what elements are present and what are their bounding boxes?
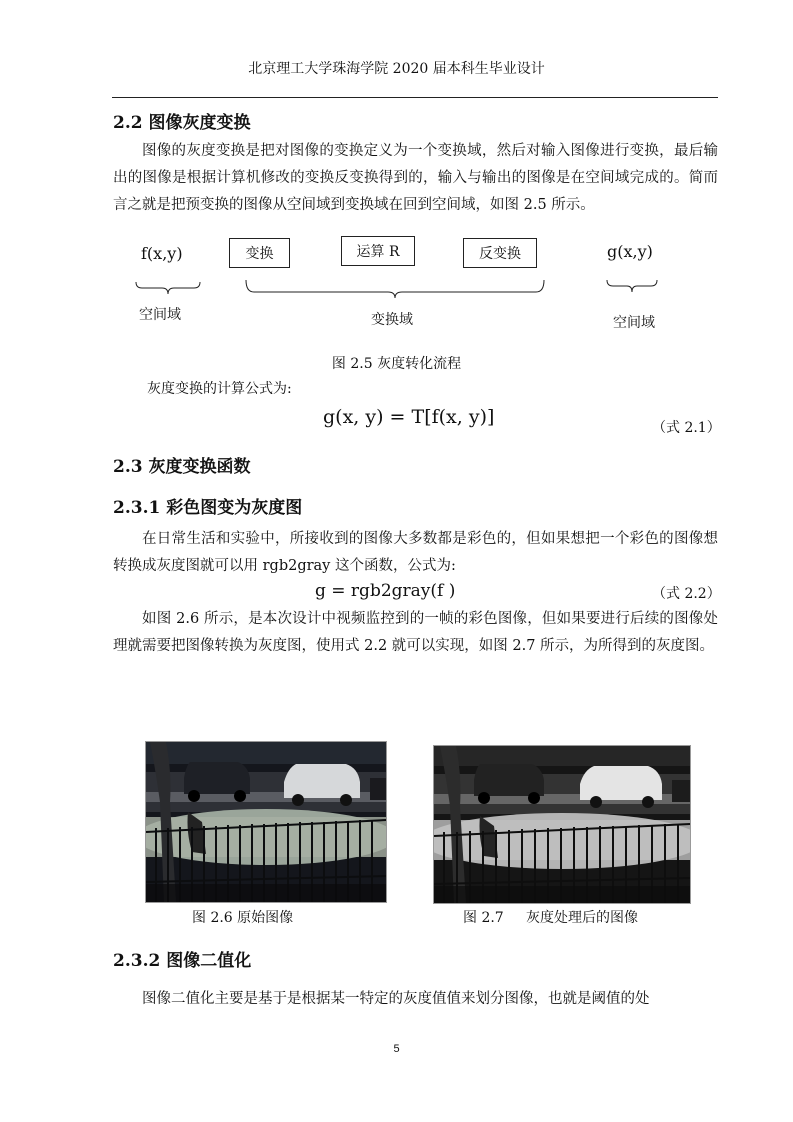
header-rule bbox=[112, 97, 718, 98]
brace-middle bbox=[246, 280, 544, 298]
paragraph-text: 如图 2.6 所示，是本次设计中视频监控到的一帧的彩色图像，但如果要进行后续的图像处理就需要把图像转换为灰度图，使用式 2.2 就可以实现，如图 2.7 所示，为所得到的灰度图。 bbox=[113, 611, 718, 654]
brace-right bbox=[607, 280, 657, 292]
diagram-output-label: g(x,y) bbox=[607, 242, 653, 261]
formula-intro: 灰度变换的计算公式为: bbox=[147, 381, 292, 397]
formula-2-2: g = rgb2gray(f ) bbox=[315, 581, 456, 601]
brace-left-label: 空间域 bbox=[139, 307, 181, 323]
paragraph-text: 图像的灰度变换是把对图像的变换定义为一个变换域，然后对输入图像进行变换，最后输出的图像是根据计算机修改的变换反变换得到的，输入与输出的图像是在空间域完成的。简而言之就是把预变换的图像从空间域到变换域在回到空间域，如图 2.5 所示。 bbox=[113, 143, 718, 213]
brace-left bbox=[136, 282, 200, 294]
diagram-input-label: f(x,y) bbox=[141, 244, 183, 263]
equation-label-2-2: （式 2.2） bbox=[652, 586, 721, 602]
original-image bbox=[145, 741, 387, 903]
page-header: 北京理工大学珠海学院 2020 届本科生毕业设计 bbox=[248, 61, 545, 77]
section-2-3-1-title: 2.3.1 彩色图变为灰度图 bbox=[113, 498, 303, 518]
brace-middle-label: 变换域 bbox=[371, 312, 413, 328]
paragraph-text: 图像二值化主要是基于是根据某一特定的灰度值值来划分图像，也就是阈值的处 bbox=[142, 991, 650, 1007]
paragraph-text: 在日常生活和实验中，所接收到的图像大多数都是彩色的，但如果想把一个彩色的图像想转换成灰度图就可以用 rgb2gray 这个函数，公式为: bbox=[113, 531, 718, 574]
diagram-box-inverse: 反变换 bbox=[463, 238, 537, 268]
diagram-braces bbox=[0, 270, 793, 310]
figure-2-6-caption: 图 2.6 原始图像 bbox=[192, 910, 294, 926]
section-2-2-paragraph bbox=[113, 138, 718, 219]
section-2-3-2-paragraph bbox=[113, 986, 718, 1013]
grayscale-image-graphic bbox=[434, 746, 690, 903]
section-2-3-1-paragraph bbox=[113, 526, 718, 580]
figure-2-5-caption: 图 2.5 灰度转化流程 bbox=[331, 356, 462, 372]
brace-right-label: 空间域 bbox=[613, 315, 655, 331]
section-2-3-title: 2.3 灰度变换函数 bbox=[113, 457, 251, 477]
diagram-box-transform: 变换 bbox=[229, 238, 290, 268]
section-2-2-title: 2.2 图像灰度变换 bbox=[113, 113, 251, 133]
section-2-3-2-title: 2.3.2 图像二值化 bbox=[113, 951, 252, 971]
page-number: 5 bbox=[393, 1043, 400, 1055]
diagram-box-operation: 运算 R bbox=[341, 236, 415, 266]
formula-2-1: g(x, y) = T[f(x, y)] bbox=[323, 406, 495, 428]
original-image-graphic bbox=[146, 742, 386, 902]
figure-2-7-caption: 图 2.7 灰度处理后的图像 bbox=[463, 910, 638, 926]
grayscale-image bbox=[433, 745, 691, 904]
equation-label-2-1: （式 2.1） bbox=[652, 420, 721, 436]
figure-description-paragraph bbox=[113, 606, 718, 660]
